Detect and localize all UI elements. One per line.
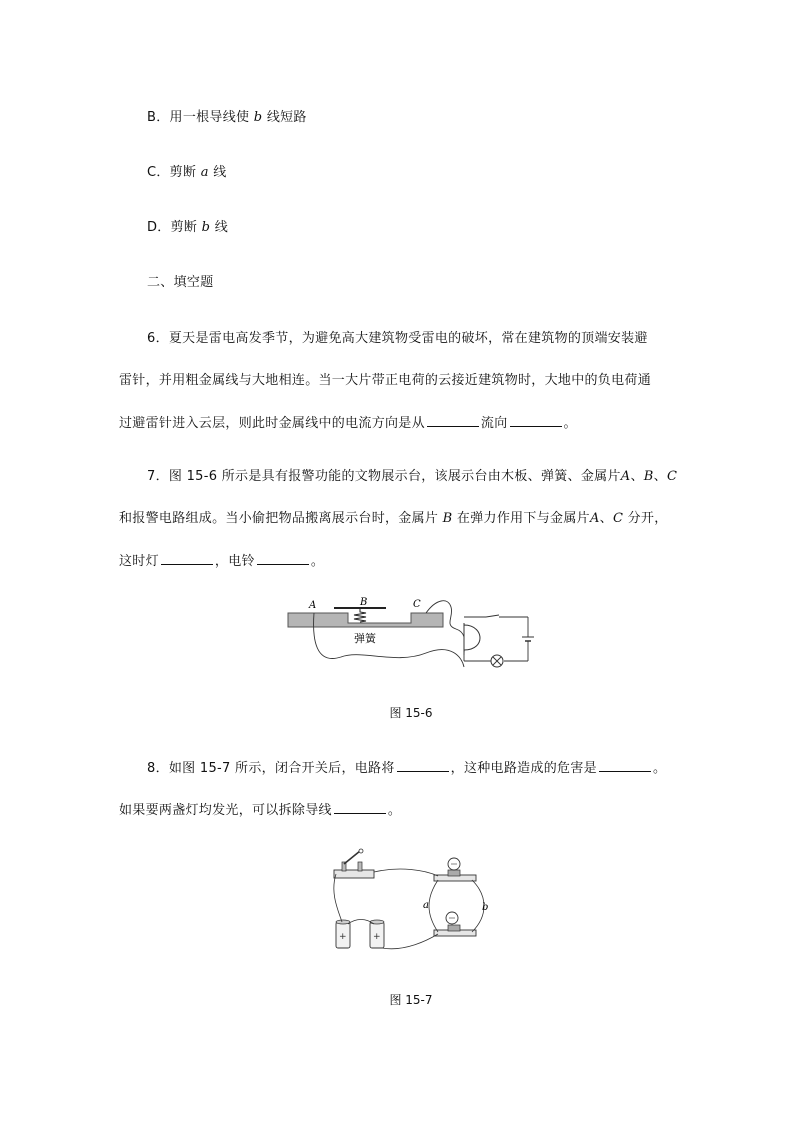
q6-blank-from[interactable] [427, 413, 479, 427]
option-c-text-end: 线 [208, 165, 227, 180]
q8-blank-circuit[interactable] [397, 758, 449, 772]
option-d-text-end: 线 [210, 220, 229, 235]
caption-15-6: 图 15-6 [389, 706, 433, 720]
option-b [147, 109, 307, 127]
switch [486, 615, 499, 617]
wire-battery-to-lamp [382, 934, 438, 949]
caption-15-7: 图 15-7 [389, 993, 433, 1007]
option-b-text: B．用一根导线使 [147, 110, 254, 125]
wire-switch-to-lamp [374, 869, 438, 876]
knife-switch-icon [334, 849, 374, 878]
section-title: 二、填空题 [147, 275, 214, 290]
option-b-text-end: 线短路 [262, 110, 307, 125]
q6-line-2: 雷针，并用粗金属线与大地相连。当一大片带正电荷的云接近建筑物时，大地中的负电荷通 [119, 373, 652, 388]
figure-15-7 [330, 848, 490, 958]
label-b: B [360, 597, 368, 608]
battery-left-icon [336, 920, 350, 948]
label-a: A [309, 600, 317, 611]
bell-icon [464, 625, 480, 650]
wire-a [429, 880, 438, 932]
figure-15-6 [286, 595, 536, 675]
q6-line-3: 过避雷针进入云层，则此时金属线中的电流方向是从 流向 。 [119, 413, 577, 433]
option-c-var: a [200, 165, 209, 180]
q7-blank-lamp[interactable] [161, 551, 213, 565]
q8-blank-wire[interactable] [334, 800, 386, 814]
q7-line-1: 7．图 15-6 所示是具有报警功能的文物展示台，该展示台由木板、弹簧、金属片A、B、C [147, 469, 678, 484]
svg-text:+: + [373, 932, 381, 942]
spring-label: 弹簧 [354, 632, 376, 645]
option-d [147, 219, 228, 237]
spring [354, 609, 366, 622]
option-d-text: D．剪断 [147, 220, 202, 235]
option-c-text: C．剪断 [147, 165, 201, 180]
wire-c [426, 601, 465, 655]
q7-blank-bell[interactable] [257, 551, 309, 565]
q8-line-2: 如果要两盏灯均发光，可以拆除导线 。 [119, 800, 401, 820]
label-wire-b: b [482, 902, 489, 913]
option-b-var: b [253, 110, 263, 125]
wire-switch-to-battery [334, 874, 342, 922]
lamp-top-icon [434, 858, 476, 881]
option-c [147, 164, 227, 182]
q8-blank-danger[interactable] [599, 758, 651, 772]
label-c: C [413, 599, 421, 610]
label-wire-a: a [423, 900, 429, 911]
board [288, 613, 443, 627]
lamp-bottom-icon [434, 912, 476, 936]
q6-blank-to[interactable] [510, 413, 562, 427]
svg-text:+: + [339, 932, 347, 942]
battery-right-icon [370, 920, 384, 948]
q8-line-1: 8．如图 15-7 所示，闭合开关后，电路将 ，这种电路造成的危害是 。 [147, 758, 666, 778]
q7-line-2: 和报警电路组成。当小偷把物品搬离展示台时，金属片 B 在弹力作用下与金属片A、C 分开， [119, 511, 668, 526]
option-d-var: b [201, 220, 211, 235]
q6-line-1: 6．夏天是雷电高发季节，为避免高大建筑物受雷电的破坏，常在建筑物的顶端安装避 [147, 331, 648, 346]
q7-line-3: 这时灯 ，电铃 。 [119, 551, 324, 571]
